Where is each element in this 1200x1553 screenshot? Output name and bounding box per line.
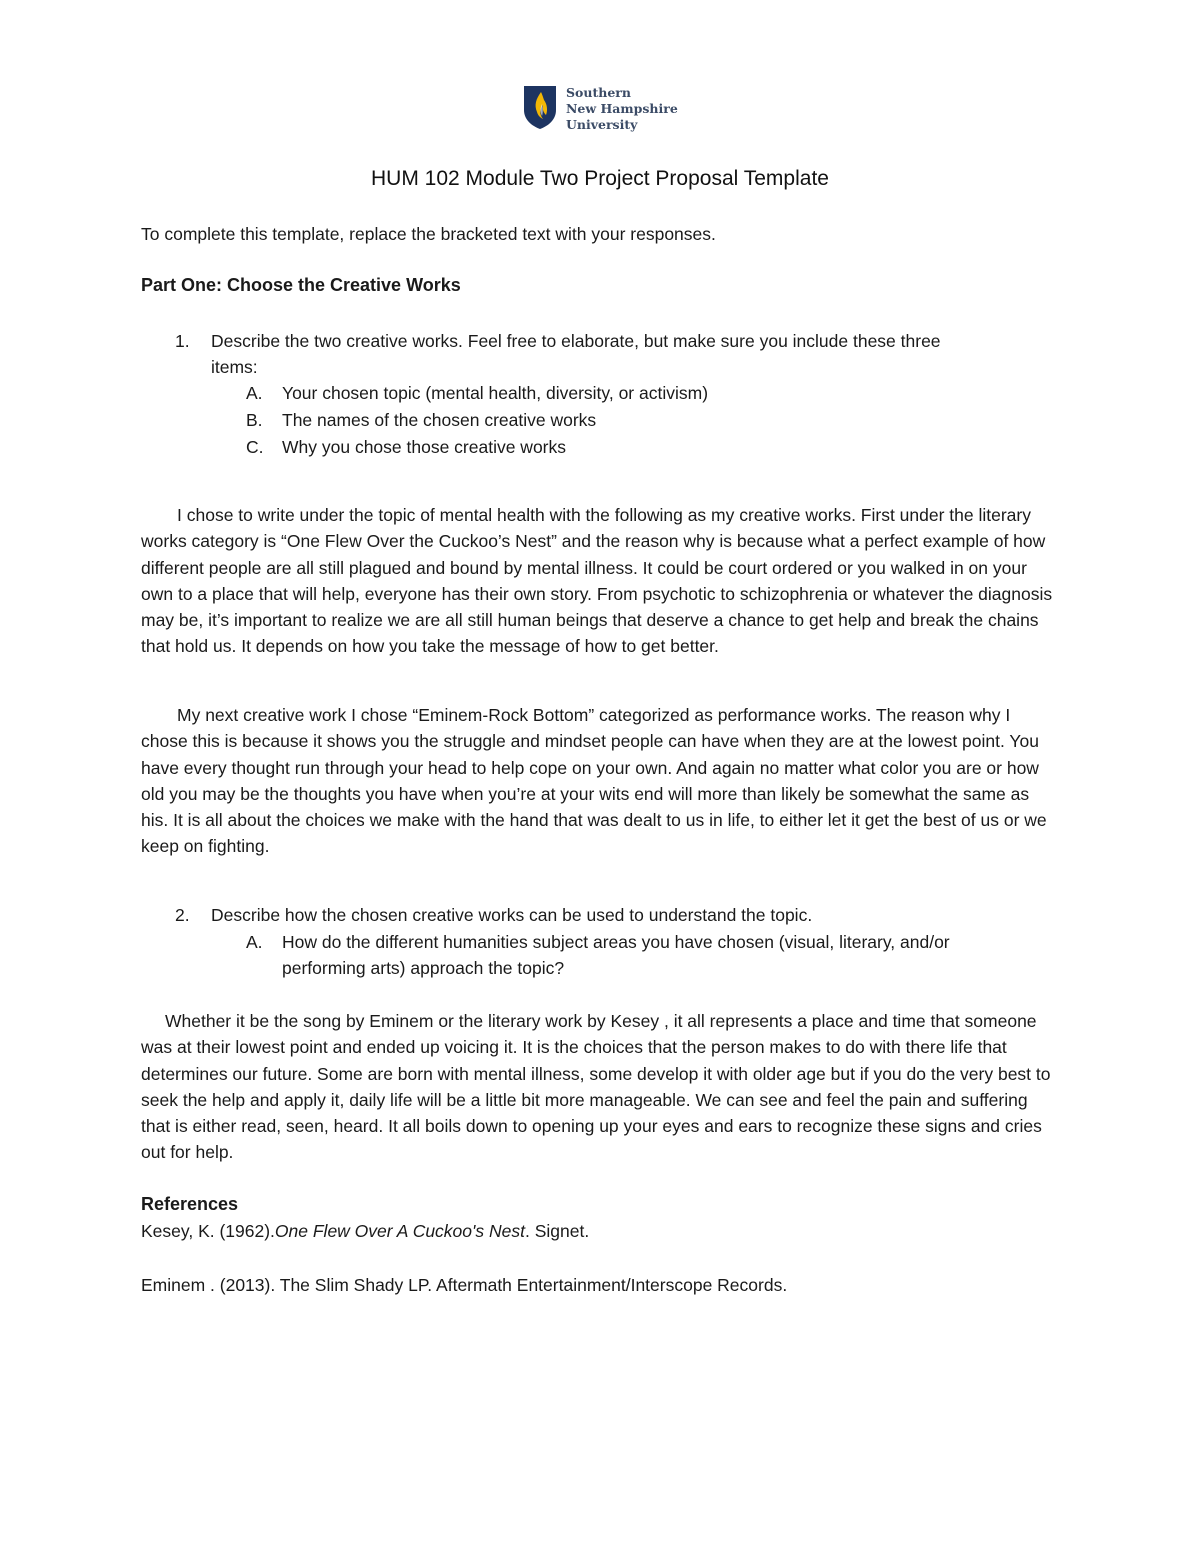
q1-item-c-text: Why you chose those creative works: [282, 437, 567, 457]
answer-1-paragraph-1-text: I chose to write under the topic of mental health with the following as my creative works. First under the literary works category is “One Flew Over the Cuckoo’s Nest” and the reason why is because what a perfect example of how different people are all still plagued and bound by mental illness. It could be court ordered or you walked in on your own to a place that will help, everyone has their own story. From psychotic to schizophrenia or whatever the diagnosis may be, it’s important to realize we are all still human beings that deserve a chance to get help and break the chains that hold us. It depends on how you take the message of how to get better.: [141, 505, 1053, 657]
logo-line-3: University: [566, 117, 638, 132]
reference-1-title: One Flew Over A Cuckoo's Nest: [274, 1221, 525, 1241]
q1-item-b-label: B.: [246, 410, 263, 430]
university-logo: [522, 84, 692, 132]
question-1-number: 1.: [175, 331, 190, 351]
document-title: HUM 102 Module Two Project Proposal Template: [371, 167, 829, 190]
logo-wordmark: [566, 85, 678, 133]
answer-1-paragraph-2-text: My next creative work I chose “Eminem-Rock Bottom” categorized as performance works. The reason why I chose this is because it shows you the struggle and mindset people can have when they are at the lowest point. You have every thought run through your head to help cope on your own. And again no matter what color you are or how old you may be the thoughts you have when you’re at your wits end will more than likely be somewhat the same as his. It is all about the choices we make with the hand that was dealt to us in life, to either let it get the best of us or we keep on fighting.: [141, 705, 1047, 857]
reference-1-prefix: Kesey, K. (1962).: [141, 1221, 275, 1241]
q2-item-a-line-2: performing arts) approach the topic?: [282, 958, 565, 978]
q1-item-c-label: C.: [246, 437, 264, 457]
q1-item-a-text: Your chosen topic (mental health, diversity, or activism): [282, 383, 709, 403]
reference-1-suffix: . Signet.: [524, 1221, 590, 1241]
q2-item-a-label: A.: [246, 932, 263, 952]
part-one-heading: Part One: Choose the Creative Works: [141, 275, 461, 295]
q2-item-a-line-1: How do the different humanities subject areas you have chosen (visual, literary, and/or: [282, 932, 950, 952]
q1-item-a-label: A.: [246, 383, 263, 403]
answer-2-paragraph-text: Whether it be the song by Eminem or the literary work by Kesey , it all represents a place and time that someone was at their lowest point and ended up voicing it. It is the choices that the person makes to do with there life that determines our future. Some are born with mental illness, some develop it with older age but if you do the very best to seek the help and apply it, daily life will be a little bit more manageable. We can see and feel the pain and suffering that is either read, seen, heard. It all boils down to opening up your eyes and ears to recognize these signs and cries out for help.: [141, 1011, 1051, 1163]
logo-line-2: New Hampshire: [566, 101, 678, 116]
shield-flame-icon: [522, 84, 558, 130]
reference-1: [141, 1218, 589, 1245]
answer-1-paragraph-2: [141, 702, 1061, 860]
answer-2-paragraph: [141, 1008, 1061, 1166]
q1-item-b-text: The names of the chosen creative works: [282, 410, 597, 430]
question-2-text: Describe how the chosen creative works can be used to understand the topic.: [211, 905, 813, 925]
references-heading: References: [141, 1194, 239, 1214]
question-1-line-2: items:: [211, 357, 258, 377]
question-1-line-1: Describe the two creative works. Feel free to elaborate, but make sure you include these three: [211, 331, 941, 351]
instructions-text: To complete this template, replace the bracketed text with your responses.: [141, 224, 716, 244]
logo-line-1: Southern: [566, 85, 631, 100]
reference-2: Eminem . (2013). The Slim Shady LP. Aftermath Entertainment/Interscope Records.: [141, 1275, 788, 1295]
question-2-number: 2.: [175, 905, 190, 925]
answer-1-paragraph-1: [141, 502, 1061, 660]
